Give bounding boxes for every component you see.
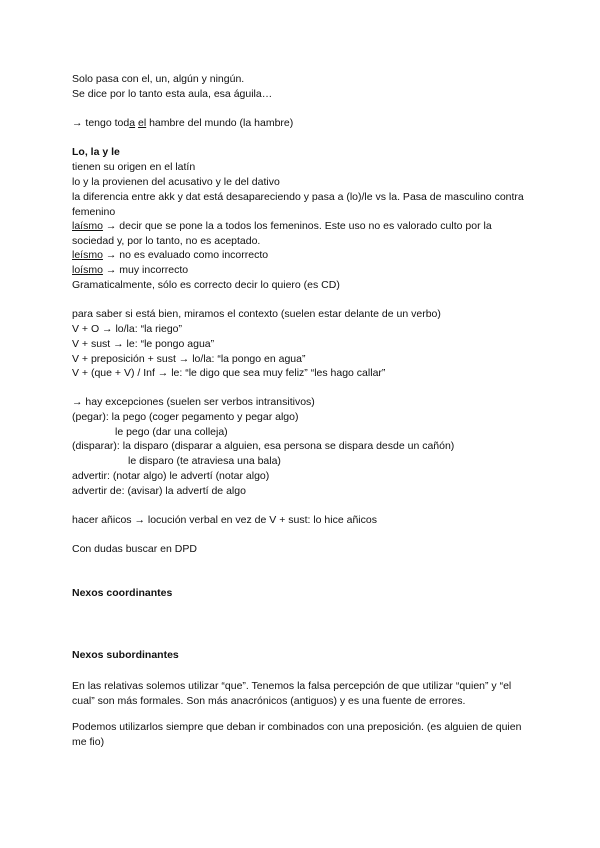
section-heading-nexos-subordinantes: Nexos subordinantes xyxy=(72,649,179,661)
text-paragraph: Podemos utilizarlos siempre que deban ir combinados con una preposición. (es alguien de quien me fio) xyxy=(72,721,522,748)
text-line: hacer añicos → locución verbal en vez de V + sust: lo hice añicos xyxy=(72,514,377,526)
rule-line: V + sust → le: “le pongo agua” xyxy=(72,338,215,350)
text-segment: → decir que se pone la a todos los femeninos. Este uso no es valorado culto por la sociedad y, por lo tanto, no es aceptado. xyxy=(72,220,492,247)
text-line: Gramaticalmente, sólo es correcto decir lo quiero (es CD) xyxy=(72,279,340,291)
text-segment: → no es evaluado como incorrecto xyxy=(102,249,269,261)
text-segment: → tengo tod xyxy=(72,117,130,129)
section-heading-lo-la-le: Lo, la y le xyxy=(72,146,120,158)
example-line: advertir: (notar algo) le advertí (notar algo) xyxy=(72,470,270,482)
example-line: (pegar): la pego (coger pegamento y pegar algo) xyxy=(72,411,299,423)
text-line-hambre xyxy=(72,116,293,131)
term-loismo: loísmo xyxy=(72,264,103,276)
loismo-definition xyxy=(72,263,188,278)
text-line: → hay excepciones (suelen ser verbos intransitivos) xyxy=(72,396,315,408)
rule-line: V + O → lo/la: “la riego” xyxy=(72,323,182,335)
text-segment: → muy incorrecto xyxy=(102,264,189,276)
rule-line: V + (que + V) / Inf → le: “le digo que sea muy feliz” “les hago callar” xyxy=(72,367,386,379)
text-line: tienen su origen en el latín xyxy=(72,161,196,173)
text-line: Se dice por lo tanto esta aula, esa águila… xyxy=(72,88,273,100)
term-leismo: leísmo xyxy=(72,249,103,261)
leismo-definition xyxy=(72,248,268,263)
text-line: lo y la provienen del acusativo y le del dativo xyxy=(72,176,280,188)
text-line: Con dudas buscar en DPD xyxy=(72,543,197,555)
term-laismo: laísmo xyxy=(72,220,103,232)
rule-line: V + preposición + sust → lo/la: “la pongo en agua” xyxy=(72,353,306,365)
text-line: Solo pasa con el, un, algún y ningún. xyxy=(72,73,245,85)
example-line: advertir de: (avisar) la advertí de algo xyxy=(72,485,246,497)
example-line: (disparar): la disparo (disparar a alguien, esa persona se dispara desde un cañón) xyxy=(72,440,455,452)
underlined-a: a xyxy=(129,117,136,129)
example-line: le pego (dar una colleja) xyxy=(115,426,228,438)
underlined-el: el xyxy=(137,117,147,129)
laismo-definition xyxy=(72,219,532,249)
text-segment: hambre del mundo (la hambre) xyxy=(146,117,294,129)
section-heading-nexos-coordinantes: Nexos coordinantes xyxy=(72,587,173,599)
text-paragraph: la diferencia entre akk y dat está desapareciendo y pasa a (lo)/le vs la. Pasa de masculino contra femenino xyxy=(72,191,524,218)
example-line: le disparo (te atraviesa una bala) xyxy=(128,455,281,467)
text-paragraph: En las relativas solemos utilizar “que”. Tenemos la falsa percepción de que utilizar “quien” y “el cual” son más formales. Son más anacrónicos (antiguos) y es una fuente de errores. xyxy=(72,680,512,707)
text-line: para saber si está bien, miramos el contexto (suelen estar delante de un verbo) xyxy=(72,308,441,320)
